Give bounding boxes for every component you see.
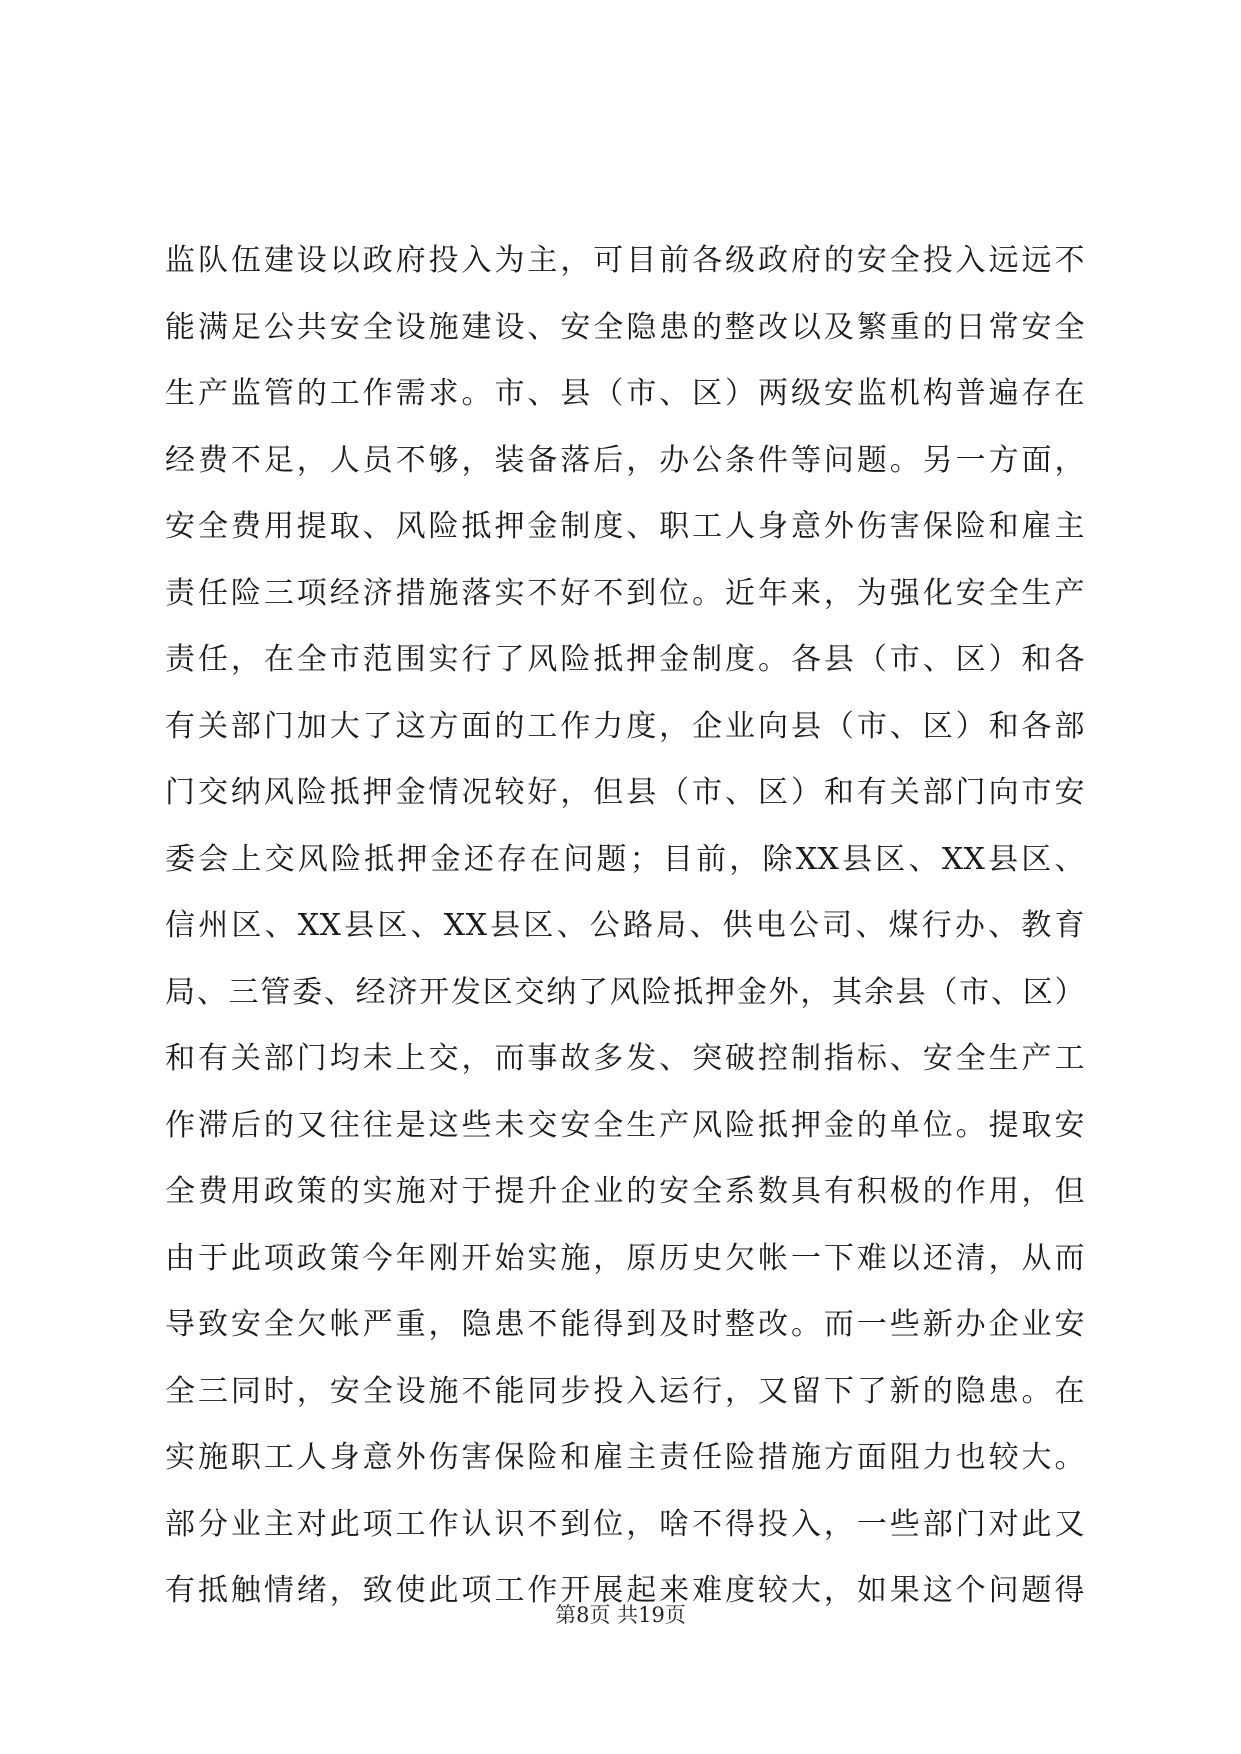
text-line: 有关部门加大了这方面的工作力度，企业向县（市、区）和各部 [165, 708, 1085, 744]
text-line: 信州区、XX县区、XX县区、公路局、供电公司、煤行办、教育 [165, 908, 1085, 943]
body-text [165, 228, 1085, 1625]
text-line: 由于此项政策今年刚开始实施，原历史欠帐一下难以还清，从而 [165, 1240, 1085, 1276]
text-line: 导致安全欠帐严重，隐患不能得到及时整改。而一些新办企业安 [165, 1307, 1085, 1342]
text-line: 责任险三项经济措施落实不好不到位。近年来，为强化安全生产 [165, 575, 1085, 611]
text-line: 责任，在全市范围实行了风险抵押金制度。各县（市、区）和各 [165, 642, 1085, 677]
text-line: 部分业主对此项工作认识不到位，啥不得投入，一些部门对此又 [165, 1506, 1085, 1542]
text-line: 全费用政策的实施对于提升企业的安全系数具有积极的作用，但 [165, 1174, 1085, 1209]
text-line: 能满足公共安全设施建设、安全隐患的整改以及繁重的日常安全 [165, 309, 1085, 345]
text-line: 经费不足，人员不够，装备落后，办公条件等问题。另一方面， [165, 442, 1085, 478]
text-line: 和有关部门均未上交，而事故多发、突破控制指标、安全生产工 [165, 1041, 1085, 1076]
text-line: 委会上交风险抵押金还存在问题；目前，除XX县区、XX县区、 [165, 841, 1085, 877]
page-number-footer: 第8页 共19页 [555, 1603, 686, 1627]
text-line: 有抵触情绪，致使此项工作开展起来难度较大，如果这个问题得 [165, 1573, 1085, 1608]
text-line: 局、三管委、经济开发区交纳了风险抵押金外，其余县（市、区） [165, 974, 1085, 1010]
text-line: 作滞后的又往往是这些未交安全生产风险抵押金的单位。提取安 [165, 1107, 1085, 1143]
text-line: 全三同时，安全设施不能同步投入运行，又留下了新的隐患。在 [165, 1373, 1085, 1409]
text-line: 监队伍建设以政府投入为主，可目前各级政府的安全投入远远不 [165, 243, 1085, 278]
text-line: 门交纳风险抵押金情况较好，但县（市、区）和有关部门向市安 [165, 775, 1085, 810]
text-line: 安全费用提取、风险抵押金制度、职工人身意外伤害保险和雇主 [165, 509, 1085, 544]
text-line: 生产监管的工作需求。市、县（市、区）两级安监机构普遍存在 [165, 376, 1085, 411]
text-line: 实施职工人身意外伤害保险和雇主责任险措施方面阻力也较大。 [165, 1440, 1085, 1475]
